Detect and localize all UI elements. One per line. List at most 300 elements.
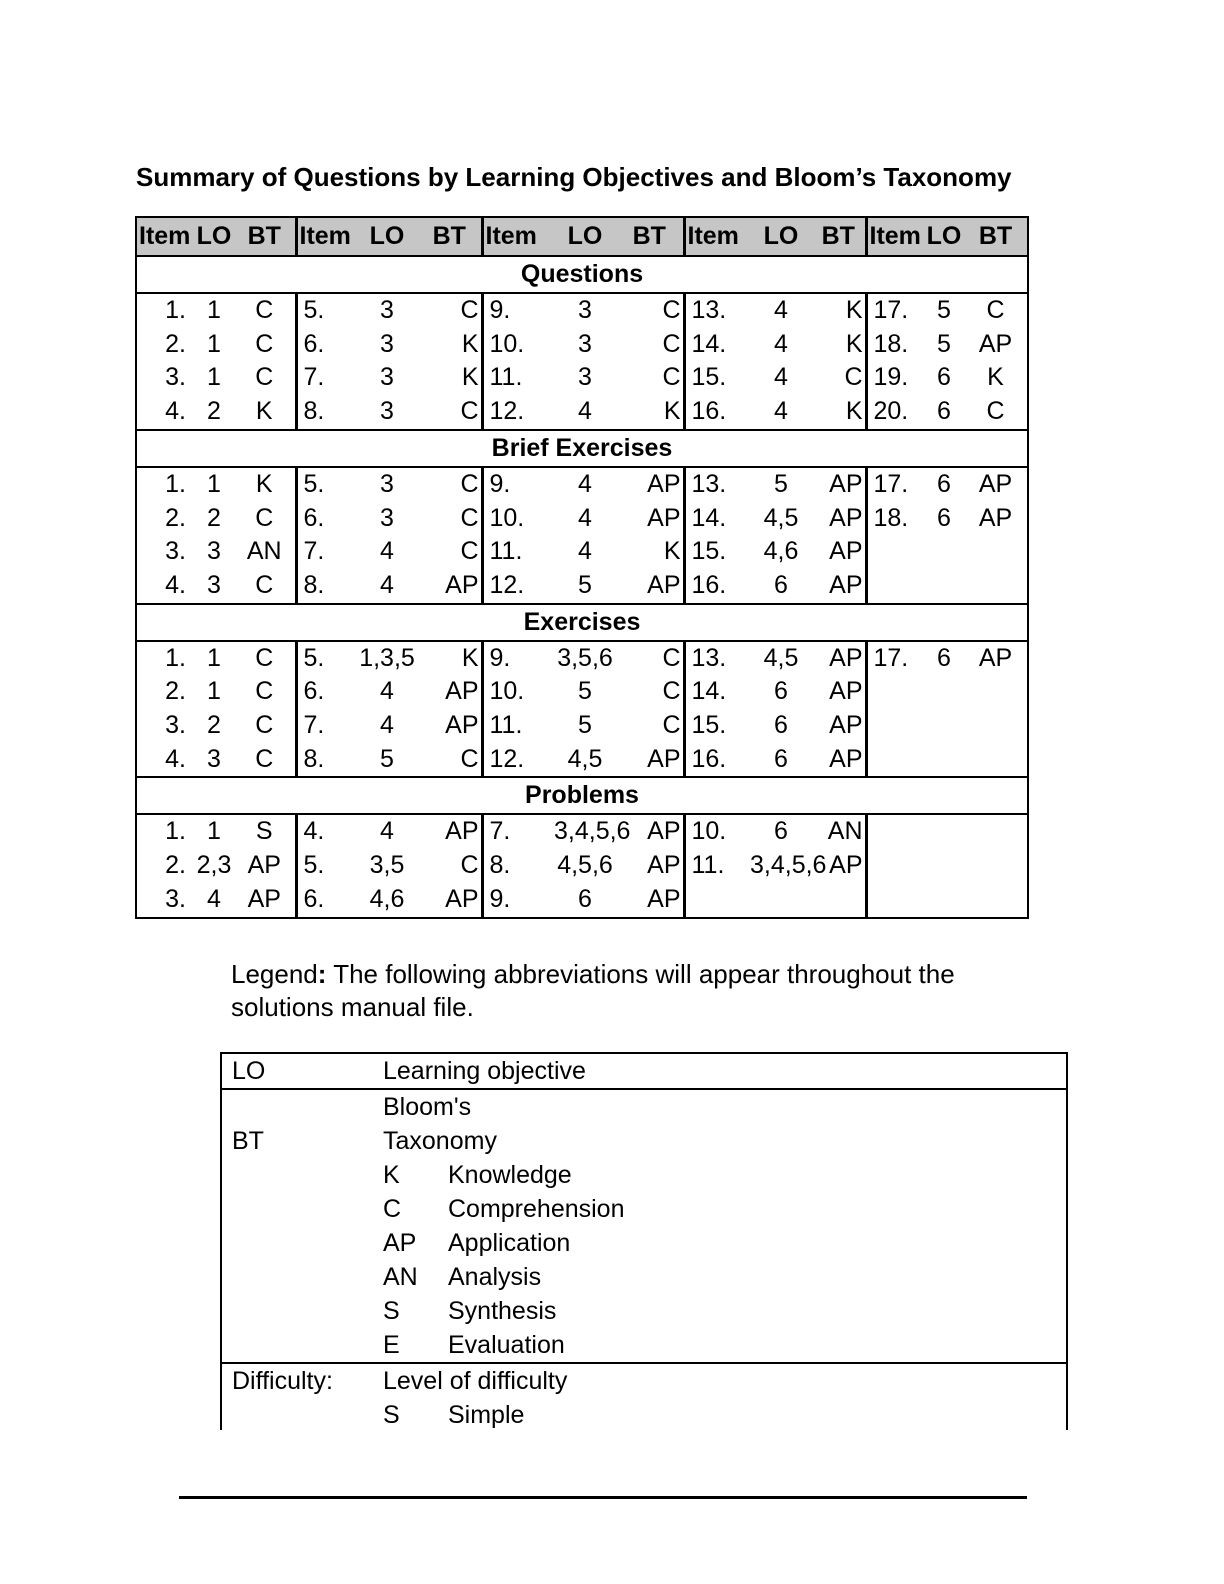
cell-item bbox=[866, 883, 924, 918]
cell-bt: AP bbox=[829, 851, 863, 880]
cell-bt: C bbox=[460, 296, 479, 324]
cell-item: 4. bbox=[136, 395, 194, 430]
cell-bt bbox=[964, 814, 1028, 849]
cell-bt bbox=[964, 535, 1028, 569]
cell-bt: C bbox=[255, 296, 274, 324]
cell-lo: 2 bbox=[207, 711, 221, 740]
cell-bt: AP bbox=[964, 502, 1028, 536]
cell-bt bbox=[964, 883, 1028, 918]
cell-item: 4. bbox=[296, 814, 356, 849]
cell-lo: 5 bbox=[937, 329, 951, 358]
legend-level-name: Analysis bbox=[448, 1263, 542, 1291]
cell-bt: C bbox=[255, 329, 274, 358]
cell-bt: AN bbox=[246, 537, 282, 566]
cell-lo: 4 bbox=[774, 296, 788, 324]
cell-item: 14. bbox=[684, 328, 750, 362]
cell-bt: K bbox=[461, 643, 479, 672]
cell-item: 3. bbox=[136, 883, 194, 918]
legend-table bbox=[220, 1052, 1068, 1430]
cell-item: 7. bbox=[296, 361, 356, 395]
legend-key-difficulty: Difficulty: bbox=[232, 1367, 333, 1395]
cell-lo: 6 bbox=[937, 363, 951, 392]
column-header: LO bbox=[194, 217, 234, 256]
cell-item: 11. bbox=[482, 361, 554, 395]
legend-level-code: S bbox=[383, 1401, 400, 1429]
legend-level-code: K bbox=[383, 1161, 400, 1189]
cell-item: 13. bbox=[684, 293, 750, 328]
legend-row-difficulty bbox=[222, 1364, 1066, 1432]
cell-bt: AP bbox=[647, 469, 681, 498]
cell-item: 20. bbox=[866, 395, 924, 430]
column-header: BT bbox=[812, 217, 866, 256]
cell-lo: 3,4,5,6 bbox=[554, 817, 631, 846]
table-row bbox=[136, 883, 1028, 918]
cell-item: 8. bbox=[482, 849, 554, 883]
cell-item bbox=[866, 535, 924, 569]
cell-lo: 1 bbox=[207, 329, 221, 358]
legend-paragraph bbox=[231, 958, 1031, 1024]
column-header: LO bbox=[750, 217, 812, 256]
summary-table bbox=[135, 216, 1029, 919]
cell-item: 3. bbox=[136, 361, 194, 395]
cell-bt: AP bbox=[829, 503, 863, 532]
cell-lo: 4 bbox=[380, 711, 394, 740]
cell-item: 17. bbox=[866, 293, 924, 328]
table-row bbox=[136, 641, 1028, 676]
cell-lo bbox=[924, 709, 964, 743]
legend-level bbox=[222, 1192, 1066, 1226]
cell-item: 14. bbox=[684, 675, 750, 709]
cell-item: 10. bbox=[482, 328, 554, 362]
cell-bt: AP bbox=[964, 328, 1028, 362]
cell-bt: C bbox=[255, 744, 274, 773]
cell-lo: 1 bbox=[207, 363, 221, 392]
cell-bt: K bbox=[461, 363, 479, 392]
cell-bt: C bbox=[662, 296, 681, 324]
legend-level bbox=[222, 1158, 1066, 1192]
cell-bt: AP bbox=[829, 537, 863, 566]
column-header: Item bbox=[866, 217, 924, 256]
cell-bt bbox=[964, 709, 1028, 743]
cell-item bbox=[866, 675, 924, 709]
cell-item bbox=[866, 709, 924, 743]
cell-lo: 6 bbox=[774, 570, 788, 599]
cell-item: 1. bbox=[136, 641, 194, 676]
cell-bt: C bbox=[255, 503, 274, 532]
legend-level-code: S bbox=[383, 1297, 400, 1325]
cell-lo: 3,4,5,6 bbox=[750, 851, 827, 880]
legend-row-bt bbox=[222, 1090, 1066, 1364]
cell-bt: C bbox=[964, 293, 1028, 328]
cell-lo: 6 bbox=[937, 643, 951, 672]
cell-lo bbox=[924, 569, 964, 604]
cell-lo: 4 bbox=[578, 537, 592, 566]
cell-item: 16. bbox=[684, 743, 750, 778]
cell-bt: K bbox=[255, 397, 273, 426]
cell-item: 4. bbox=[136, 743, 194, 778]
column-header: Item bbox=[482, 217, 554, 256]
table-row bbox=[136, 814, 1028, 849]
cell-item: 9. bbox=[482, 293, 554, 328]
cell-item: 7. bbox=[296, 535, 356, 569]
cell-bt bbox=[964, 743, 1028, 778]
column-header: Item bbox=[136, 217, 194, 256]
cell-lo: 4 bbox=[578, 503, 592, 532]
cell-lo bbox=[924, 535, 964, 569]
column-header: Item bbox=[296, 217, 356, 256]
cell-bt: C bbox=[662, 643, 681, 672]
cell-lo: 6 bbox=[937, 469, 951, 498]
legend-level-name: Synthesis bbox=[448, 1297, 557, 1325]
cell-item: 11. bbox=[684, 849, 750, 883]
cell-bt: C bbox=[964, 395, 1028, 430]
cell-item: 18. bbox=[866, 328, 924, 362]
cell-bt: C bbox=[460, 469, 479, 498]
cell-lo: 4 bbox=[774, 397, 788, 426]
table-row bbox=[136, 709, 1028, 743]
cell-bt: AN bbox=[827, 817, 863, 846]
cell-lo: 4 bbox=[380, 537, 394, 566]
cell-bt: C bbox=[255, 643, 274, 672]
table-row bbox=[136, 535, 1028, 569]
cell-lo: 5 bbox=[578, 570, 592, 599]
cell-bt: AP bbox=[829, 711, 863, 740]
cell-bt: C bbox=[255, 570, 274, 599]
cell-bt: AP bbox=[647, 570, 681, 599]
cell-item: 13. bbox=[684, 641, 750, 676]
cell-item: 16. bbox=[684, 569, 750, 604]
cell-item: 1. bbox=[136, 814, 194, 849]
cell-lo: 4 bbox=[578, 397, 592, 426]
cell-lo: 3 bbox=[380, 397, 394, 426]
cell-lo: 3 bbox=[578, 363, 592, 392]
cell-lo: 3,5 bbox=[369, 851, 405, 880]
cell-item: 1. bbox=[136, 467, 194, 502]
cell-item: 7. bbox=[482, 814, 554, 849]
cell-lo: 2,3 bbox=[196, 851, 232, 880]
legend-level-name: Evaluation bbox=[448, 1331, 565, 1359]
cell-lo: 3 bbox=[380, 503, 394, 532]
cell-item: 11. bbox=[482, 535, 554, 569]
cell-item: 17. bbox=[866, 467, 924, 502]
legend-value-lo: Learning objective bbox=[383, 1057, 586, 1085]
cell-bt: C bbox=[662, 677, 681, 706]
cell-lo: 6 bbox=[937, 397, 951, 426]
cell-bt: AP bbox=[829, 643, 863, 672]
cell-lo: 5 bbox=[937, 296, 951, 324]
table-row bbox=[136, 467, 1028, 502]
cell-lo: 1 bbox=[207, 469, 221, 498]
cell-bt: C bbox=[662, 329, 681, 358]
cell-lo: 5 bbox=[578, 677, 592, 706]
cell-bt: K bbox=[845, 329, 863, 358]
cell-item: 12. bbox=[482, 743, 554, 778]
cell-item: 5. bbox=[296, 641, 356, 676]
cell-item: 15. bbox=[684, 709, 750, 743]
cell-lo: 4,5 bbox=[763, 503, 799, 532]
legend-level bbox=[222, 1294, 1066, 1328]
cell-lo: 2 bbox=[207, 397, 221, 426]
cell-lo: 5 bbox=[578, 711, 592, 740]
legend-label: Legend bbox=[231, 959, 318, 989]
cell-lo: 4 bbox=[194, 883, 234, 918]
cell-lo: 6 bbox=[774, 744, 788, 773]
cell-item: 8. bbox=[296, 743, 356, 778]
cell-item bbox=[866, 814, 924, 849]
cell-bt: C bbox=[460, 397, 479, 426]
legend-level-code: C bbox=[383, 1195, 402, 1223]
cell-item: 15. bbox=[684, 361, 750, 395]
cell-lo: 1 bbox=[207, 296, 221, 324]
legend-level bbox=[222, 1226, 1066, 1260]
cell-bt bbox=[964, 675, 1028, 709]
cell-bt bbox=[812, 883, 866, 918]
cell-lo: 3 bbox=[380, 469, 394, 498]
cell-bt: AP bbox=[445, 570, 479, 599]
cell-lo bbox=[924, 675, 964, 709]
cell-bt: AP bbox=[964, 467, 1028, 502]
cell-bt bbox=[964, 849, 1028, 883]
column-header: BT bbox=[418, 217, 482, 256]
cell-item: 5. bbox=[296, 849, 356, 883]
cell-bt: K bbox=[845, 296, 863, 324]
section-row bbox=[136, 430, 1028, 467]
legend-value-bt-line1: Bloom's bbox=[383, 1093, 472, 1121]
cell-lo: 1 bbox=[207, 643, 221, 672]
cell-lo bbox=[924, 743, 964, 778]
cell-bt: AP bbox=[647, 817, 681, 846]
cell-bt: AP bbox=[829, 677, 863, 706]
cell-lo: 4,6 bbox=[356, 883, 418, 918]
cell-bt: AP bbox=[647, 851, 681, 880]
cell-item bbox=[866, 569, 924, 604]
cell-lo: 4,5 bbox=[763, 643, 799, 672]
cell-lo: 4 bbox=[578, 469, 592, 498]
cell-lo: 3 bbox=[207, 744, 221, 773]
cell-bt: C bbox=[255, 363, 274, 392]
section-heading: Questions bbox=[136, 256, 1028, 293]
legend-level-code: AP bbox=[383, 1229, 417, 1257]
cell-item: 17. bbox=[866, 641, 924, 676]
cell-item: 6. bbox=[296, 502, 356, 536]
cell-item: 2. bbox=[136, 675, 194, 709]
cell-item: 10. bbox=[482, 502, 554, 536]
table-row bbox=[136, 502, 1028, 536]
table-row bbox=[136, 849, 1028, 883]
section-row bbox=[136, 604, 1028, 641]
column-header: BT bbox=[616, 217, 684, 256]
cell-item: 12. bbox=[482, 395, 554, 430]
cell-bt: C bbox=[662, 363, 681, 392]
cell-lo: 3,5,6 bbox=[557, 643, 613, 672]
cell-bt: AP bbox=[647, 503, 681, 532]
cell-item: 9. bbox=[482, 641, 554, 676]
cell-lo: 4 bbox=[774, 363, 788, 392]
cell-lo: 4 bbox=[380, 677, 394, 706]
cell-bt: AP bbox=[829, 570, 863, 599]
legend-colon: : bbox=[317, 959, 327, 989]
legend-level-name: Simple bbox=[448, 1401, 525, 1429]
cell-lo: 4,6 bbox=[763, 537, 799, 566]
cell-item: 2. bbox=[136, 328, 194, 362]
table-row bbox=[136, 743, 1028, 778]
cell-lo: 3 bbox=[578, 296, 592, 324]
cell-item: 9. bbox=[482, 467, 554, 502]
cell-lo: 6 bbox=[554, 883, 616, 918]
legend-key-lo: LO bbox=[232, 1057, 266, 1085]
cell-item: 7. bbox=[296, 709, 356, 743]
cell-lo: 4 bbox=[380, 817, 394, 846]
cell-bt: AP bbox=[964, 641, 1028, 676]
cell-bt: C bbox=[662, 711, 681, 740]
legend-level-name: Comprehension bbox=[448, 1195, 625, 1223]
cell-bt: K bbox=[663, 537, 681, 566]
cell-lo: 6 bbox=[774, 817, 788, 846]
legend-level bbox=[222, 1398, 1066, 1432]
cell-bt: K bbox=[845, 397, 863, 426]
cell-item: 2. bbox=[136, 502, 194, 536]
cell-bt: C bbox=[460, 503, 479, 532]
cell-item: 5. bbox=[296, 467, 356, 502]
legend-level bbox=[222, 1260, 1066, 1294]
cell-bt: AP bbox=[616, 883, 684, 918]
table-row bbox=[136, 395, 1028, 430]
cell-bt: AP bbox=[234, 883, 296, 918]
cell-bt: AP bbox=[829, 744, 863, 773]
cell-bt bbox=[964, 569, 1028, 604]
page-title: Summary of Questions by Learning Objectives and Bloom’s Taxonomy bbox=[136, 162, 1012, 192]
cell-lo: 3 bbox=[380, 329, 394, 358]
cell-bt: AP bbox=[418, 883, 482, 918]
legend-value-difficulty: Level of difficulty bbox=[383, 1367, 568, 1395]
legend-level-code: AN bbox=[383, 1263, 418, 1291]
section-heading: Brief Exercises bbox=[136, 430, 1028, 467]
cell-item: 3. bbox=[136, 535, 194, 569]
section-heading: Exercises bbox=[136, 604, 1028, 641]
cell-bt: AP bbox=[445, 711, 479, 740]
cell-item bbox=[866, 849, 924, 883]
column-header: BT bbox=[234, 217, 296, 256]
column-header: LO bbox=[554, 217, 616, 256]
cell-item: 19. bbox=[866, 361, 924, 395]
cell-bt: K bbox=[964, 361, 1028, 395]
cell-item: 6. bbox=[296, 328, 356, 362]
cell-item: 8. bbox=[296, 395, 356, 430]
cell-lo: 1 bbox=[207, 677, 221, 706]
cell-item: 4. bbox=[136, 569, 194, 604]
cell-bt: C bbox=[460, 537, 479, 566]
table-row bbox=[136, 569, 1028, 604]
cell-bt: AP bbox=[829, 469, 863, 498]
cell-bt: C bbox=[460, 851, 479, 880]
cell-lo: 2 bbox=[207, 503, 221, 532]
legend-level-name: Knowledge bbox=[448, 1161, 572, 1189]
cell-item: 11. bbox=[482, 709, 554, 743]
section-row bbox=[136, 777, 1028, 814]
cell-item: 10. bbox=[482, 675, 554, 709]
cell-lo: 3 bbox=[380, 296, 394, 324]
cell-bt: AP bbox=[445, 677, 479, 706]
cell-item bbox=[684, 883, 750, 918]
cell-lo: 5 bbox=[774, 469, 788, 498]
cell-bt: S bbox=[255, 817, 273, 846]
cell-lo: 3 bbox=[207, 570, 221, 599]
cell-bt: K bbox=[255, 469, 273, 498]
cell-item bbox=[866, 743, 924, 778]
cell-item: 12. bbox=[482, 569, 554, 604]
cell-lo: 1 bbox=[207, 817, 221, 846]
legend-level bbox=[222, 1328, 1066, 1362]
cell-item: 6. bbox=[296, 675, 356, 709]
cell-bt: K bbox=[461, 329, 479, 358]
cell-bt: K bbox=[663, 397, 681, 426]
cell-lo: 3 bbox=[207, 537, 221, 566]
cell-item: 10. bbox=[684, 814, 750, 849]
cell-bt: AP bbox=[247, 851, 281, 880]
section-heading: Problems bbox=[136, 777, 1028, 814]
cell-lo bbox=[924, 849, 964, 883]
cell-bt: C bbox=[460, 744, 479, 773]
cell-lo bbox=[924, 883, 964, 918]
footer-rule bbox=[179, 1496, 1027, 1499]
cell-item: 16. bbox=[684, 395, 750, 430]
cell-lo: 6 bbox=[937, 503, 951, 532]
cell-lo bbox=[750, 883, 812, 918]
cell-lo: 6 bbox=[774, 677, 788, 706]
cell-lo: 4,5,6 bbox=[557, 851, 613, 880]
legend-row-lo bbox=[222, 1054, 1066, 1090]
cell-lo: 1,3,5 bbox=[359, 643, 415, 672]
column-header: BT bbox=[964, 217, 1028, 256]
section-row bbox=[136, 256, 1028, 293]
cell-item: 9. bbox=[482, 883, 554, 918]
cell-item: 6. bbox=[296, 883, 356, 918]
cell-lo: 5 bbox=[380, 744, 394, 773]
legend-key-bt: BT bbox=[232, 1127, 264, 1155]
cell-lo: 3 bbox=[380, 363, 394, 392]
table-header-row bbox=[136, 217, 1028, 256]
cell-lo: 4 bbox=[380, 570, 394, 599]
cell-bt: C bbox=[844, 363, 863, 392]
cell-item: 13. bbox=[684, 467, 750, 502]
cell-item: 1. bbox=[136, 293, 194, 328]
column-header: LO bbox=[924, 217, 964, 256]
table-row bbox=[136, 675, 1028, 709]
column-header: Item bbox=[684, 217, 750, 256]
cell-bt: AP bbox=[647, 744, 681, 773]
cell-item: 18. bbox=[866, 502, 924, 536]
cell-lo: 4,5 bbox=[567, 744, 603, 773]
cell-lo: 4 bbox=[774, 329, 788, 358]
legend-level-code: E bbox=[383, 1331, 400, 1359]
cell-item: 2. bbox=[136, 849, 194, 883]
cell-item: 14. bbox=[684, 502, 750, 536]
table-row bbox=[136, 328, 1028, 362]
cell-item: 15. bbox=[684, 535, 750, 569]
table-row bbox=[136, 293, 1028, 328]
cell-bt: C bbox=[255, 711, 274, 740]
cell-lo bbox=[924, 814, 964, 849]
cell-item: 5. bbox=[296, 293, 356, 328]
legend-level-name: Application bbox=[448, 1229, 571, 1257]
cell-item: 3. bbox=[136, 709, 194, 743]
cell-lo: 6 bbox=[774, 711, 788, 740]
cell-bt: C bbox=[255, 677, 274, 706]
cell-item: 8. bbox=[296, 569, 356, 604]
legend-description: The following abbreviations will appear throughout the solutions manual file. bbox=[231, 959, 955, 1022]
cell-lo: 3 bbox=[578, 329, 592, 358]
cell-bt: AP bbox=[445, 817, 479, 846]
